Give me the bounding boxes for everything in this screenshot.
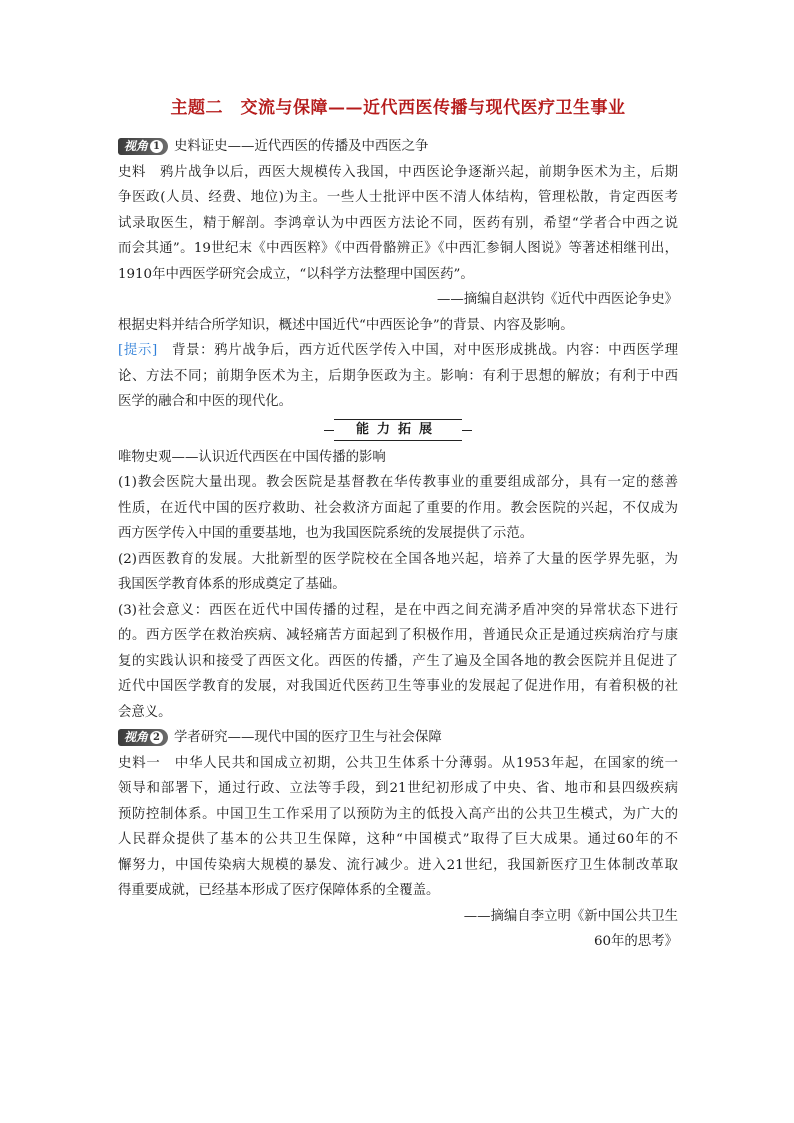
angle-2-heading: 学者研究——现代中国的医疗卫生与社会保障 bbox=[174, 730, 442, 745]
angle-2-header bbox=[118, 725, 678, 751]
hint-1-line: 医学的融合和中医的现代化。 bbox=[118, 394, 293, 409]
ability-line: 的。西方医学在救治疾病、减轻痛苦方面起到了积极作用，普通民众正是通过疾病治疗与康 bbox=[118, 628, 678, 643]
source-1-line: 而会其通”。19世纪末《中西医粹》《中西骨骼辨正》《中西汇参铜人图说》等著述相继刊出， bbox=[118, 241, 678, 256]
source-2-line: 得重要成就，已经基本形成了医疗保障体系的全覆盖。 bbox=[118, 883, 440, 898]
ability-heading: 唯物史观——认识近代西医在中国传播的影响 bbox=[118, 449, 386, 465]
ability-line: 性质，在近代中国的医疗救助、社会救济方面起了重要的作用。教会医院的兴起，不仅成为 bbox=[118, 500, 678, 516]
hint-1-line bbox=[118, 338, 678, 364]
angle-1-header bbox=[118, 134, 678, 160]
source-2-line: 预防控制体系。中国卫生工作采用了以预防为主的低投入高产出的公共卫生模式，为广大的 bbox=[118, 806, 678, 822]
source-2 bbox=[118, 751, 678, 955]
source-1-line: 史料 鸦片战争以后，西医大规模传入我国，中西医论争逐渐兴起，前期争医术为主，后期 bbox=[118, 164, 678, 180]
source-2-line: 史料一 中华人民共和国成立初期，公共卫生体系十分薄弱。从1953年起，在国家的统一 bbox=[118, 755, 678, 771]
ability-banner bbox=[118, 415, 678, 445]
hint-1 bbox=[118, 338, 678, 415]
page-title: 主题二 交流与保障——近代西医传播与现代医疗卫生事业 bbox=[170, 98, 626, 118]
ability-line: (3)社会意义：西医在近代中国传播的过程，是在中西之间充满矛盾冲突的异常状态下进行 bbox=[118, 602, 678, 618]
source-1-line: 1910年中西医学研究会成立，“以科学方法整理中国医药”。 bbox=[118, 266, 474, 282]
source-2-citation: 60年的思考》 bbox=[594, 934, 678, 949]
ability-line: (1)教会医院大量出现。教会医院是基督教在华传教事业的重要组成部分，具有一定的慈善 bbox=[118, 475, 678, 490]
ability-line: 西方医学传入中国的重要基地，也为我国医院系统的发展提供了示范。 bbox=[118, 526, 534, 541]
hint-1-text: 背景：鸦片战争后，西方近代医学传入中国，对中医形成挑战。内容：中西医学理 bbox=[157, 343, 678, 358]
ability-line: 会意义。 bbox=[118, 704, 172, 720]
source-1-line: 争医政(人员、经费、地位)为主。一些人士批评中医不清人体结构，管理松散，肯定西医考 bbox=[118, 190, 678, 205]
ability-line: (2)西医教育的发展。大批新型的医学院校在全国各地兴起，培养了大量的医学界先驱，为 bbox=[118, 551, 678, 567]
ability-line: 复的实践认识和接受了西医文化。西医的传播，产生了遍及全国各地的教会医院并且促进了 bbox=[118, 653, 678, 669]
hint-1-line: 论、方法不同；前期争医术为主，后期争医政为主。影响：有利于思想的解放；有利于中西 bbox=[118, 368, 678, 384]
source-2-line: 懈努力，中国传染病大规模的暴发、流行减少。进入21世纪，我国新医疗卫生体制改革取 bbox=[118, 857, 678, 873]
angle-1-badge bbox=[118, 138, 168, 155]
angle-1-badge-label: 视角 bbox=[124, 139, 149, 153]
source-1 bbox=[118, 160, 678, 313]
angle-1-heading: 史料证史——近代西医的传播及中西医之争 bbox=[174, 139, 429, 154]
angle-2-badge bbox=[118, 729, 168, 746]
ability-line: 近代中国医学教育的发展，对我国近代医药卫生等事业的发展起了促进作用，有着积极的社 bbox=[118, 679, 678, 694]
source-1-citation: ——摘编自赵洪钧《近代中西医论争史》 bbox=[436, 292, 678, 307]
angle-1-badge-number: 1 bbox=[150, 140, 163, 153]
ability-title: 能力拓展 bbox=[334, 419, 462, 441]
source-1-line: 试录取医生，精于解剖。李鸿章认为中西医方法论不同，医药有别，希望“学者合中西之说 bbox=[118, 215, 678, 231]
ability-body bbox=[118, 470, 678, 725]
document-page bbox=[118, 96, 678, 955]
source-2-line: 人民群众提供了基本的公共卫生保障，这种“中国模式”取得了巨大成果。通过60年的不 bbox=[118, 832, 678, 847]
angle-2-badge-number: 2 bbox=[150, 731, 163, 744]
source-2-citation: ——摘编自李立明《新中国公共卫生 bbox=[463, 908, 678, 924]
ability-line: 我国医学教育体系的形成奠定了基础。 bbox=[118, 577, 346, 592]
angle-2-badge-label: 视角 bbox=[124, 730, 149, 744]
source-2-line: 领导和部署下，通过行政、立法等手段，到21世纪初形成了中央、省、地市和县四级疾病 bbox=[118, 781, 678, 796]
hint-label: [提示] bbox=[118, 343, 158, 358]
question-1: 根据史料并结合所学知识，概述中国近代“中西医论争”的背景、内容及影响。 bbox=[118, 317, 574, 333]
